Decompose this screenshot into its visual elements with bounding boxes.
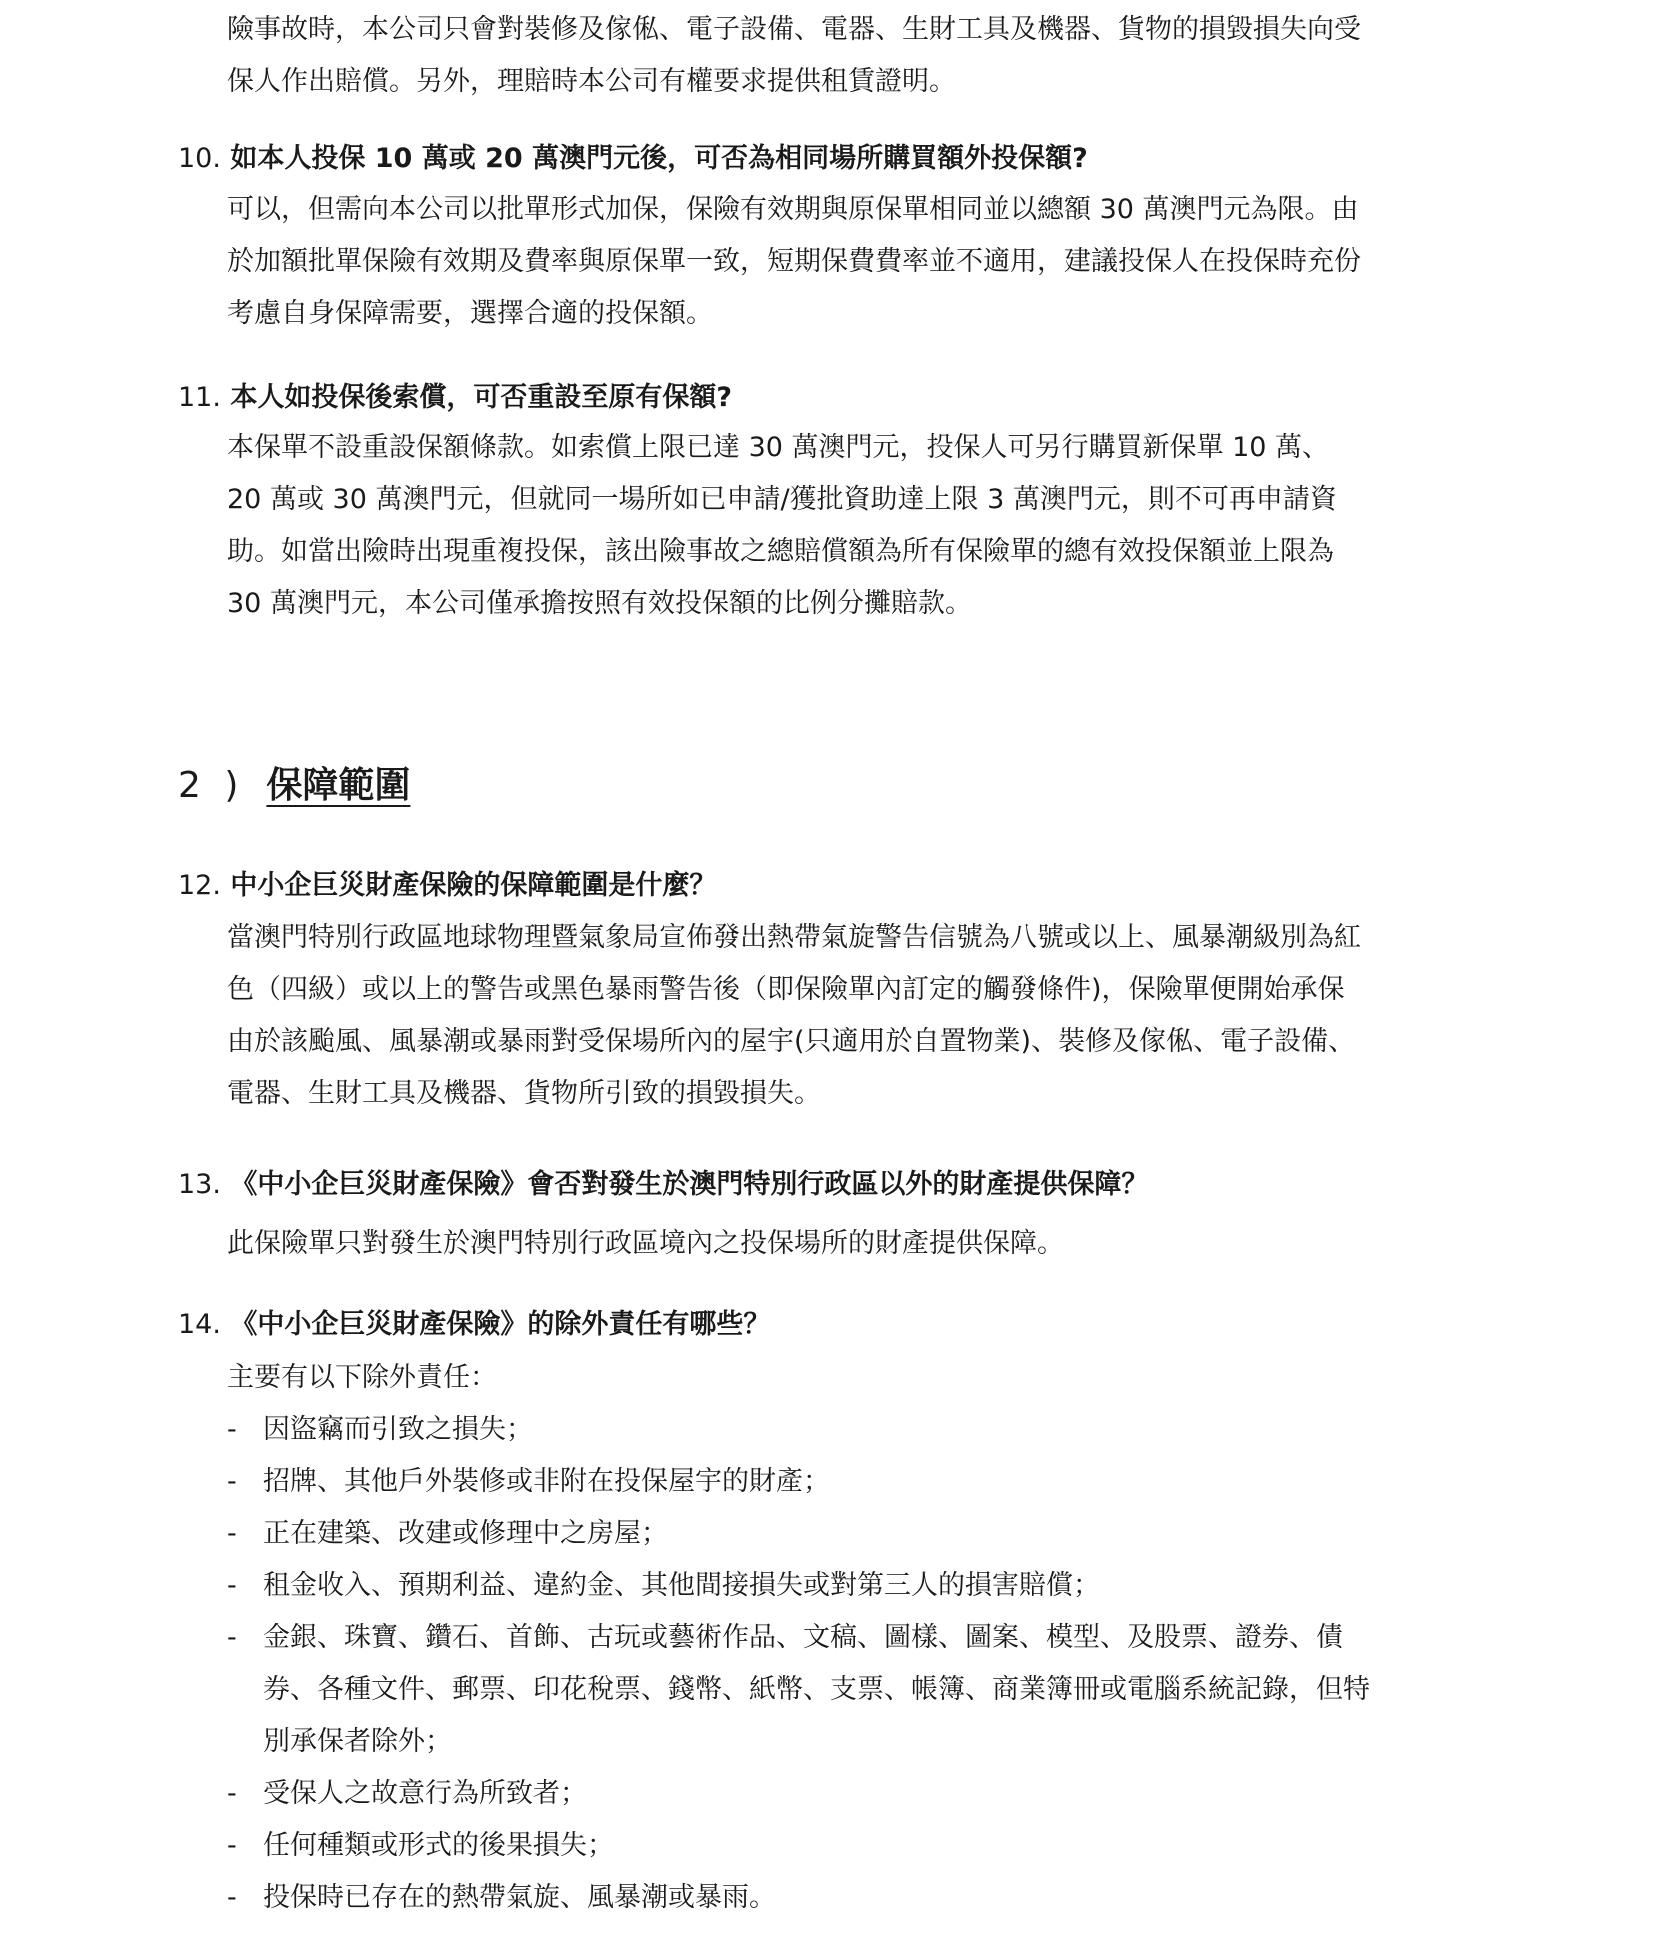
list-item bbox=[227, 1872, 1507, 1924]
paragraph-line: 由於該颱風、風暴潮或暴雨對受保場所內的屋宇(只適用於自置物業)、裝修及傢俬、電子設備、 bbox=[227, 1026, 1356, 1057]
list-item-text: 任何種類或形式的後果損失； bbox=[263, 1830, 614, 1861]
question-14 bbox=[178, 1305, 770, 1345]
bullet-marker: - bbox=[227, 1882, 237, 1913]
answer-14-intro bbox=[227, 1352, 1497, 1404]
list-item-text: 券、各種文件、郵票、印花稅票、錢幣、紙幣、支票、帳簿、商業簿冊或電腦系統記錄，但特 bbox=[263, 1674, 1370, 1705]
bullet-marker: - bbox=[227, 1518, 237, 1549]
list-item bbox=[227, 1508, 1507, 1560]
list-item-text: 正在建築、改建或修理中之房屋； bbox=[263, 1518, 668, 1549]
list-item-text: 投保時已存在的熱帶氣旋、風暴潮或暴雨。 bbox=[263, 1882, 776, 1913]
exclusion-list bbox=[227, 1404, 1507, 1924]
list-item bbox=[227, 1768, 1507, 1820]
paragraph-line: 險事故時，本公司只會對裝修及傢俬、電子設備、電器、生財工具及機器、貨物的損毀損失向受 bbox=[227, 14, 1361, 45]
paragraph-line: 保人作出賠償。另外，理賠時本公司有權要求提供租賃證明。 bbox=[227, 66, 956, 97]
paragraph-line: 考慮自身保障需要，選擇合適的投保額。 bbox=[227, 298, 713, 329]
list-item-text: 受保人之故意行為所致者； bbox=[263, 1778, 587, 1809]
paragraph-line: 30 萬澳門元，本公司僅承擔按照有效投保額的比例分攤賠款。 bbox=[227, 588, 972, 619]
question-text: 本人如投保後索償，可否重設至原有保額? bbox=[230, 382, 733, 413]
list-item-text: 別承保者除外； bbox=[263, 1726, 452, 1757]
question-10 bbox=[178, 139, 1088, 179]
question-number: 10. bbox=[178, 143, 221, 174]
question-13 bbox=[178, 1165, 1148, 1205]
question-text: 中小企巨災財產保險的保障範圍是什麼？ bbox=[230, 870, 717, 901]
bullet-marker: - bbox=[227, 1622, 237, 1653]
question-12 bbox=[178, 866, 716, 906]
list-item-text: 金銀、珠寶、鑽石、首飾、古玩或藝術作品、文稿、圖樣、圖案、模型、及股票、證券、債 bbox=[263, 1622, 1343, 1653]
paragraph-line: 20 萬或 30 萬澳門元，但就同一場所如已申請/獲批資助達上限 3 萬澳門元，則不可再申請資 bbox=[227, 484, 1337, 515]
paragraph-line: 此保險單只對發生於澳門特別行政區境內之投保場所的財產提供保障。 bbox=[227, 1228, 1064, 1259]
top-paragraph bbox=[227, 4, 1497, 108]
question-text: 如本人投保 10 萬或 20 萬澳門元後，可否為相同場所購買額外投保額? bbox=[230, 143, 1088, 174]
bullet-marker: - bbox=[227, 1466, 237, 1497]
bullet-marker: - bbox=[227, 1778, 237, 1809]
answer-13 bbox=[227, 1218, 1497, 1270]
section-title: 保障範圍 bbox=[266, 765, 411, 806]
bullet-marker: - bbox=[227, 1830, 237, 1861]
question-number: 13. bbox=[178, 1169, 221, 1200]
question-text: 《中小企巨災財產保險》會否對發生於澳門特別行政區以外的財產提供保障？ bbox=[230, 1169, 1149, 1200]
list-item bbox=[227, 1612, 1507, 1768]
question-number: 12. bbox=[178, 870, 221, 901]
answer-11 bbox=[227, 422, 1497, 630]
paragraph-line: 電器、生財工具及機器、貨物所引致的損毀損失。 bbox=[227, 1078, 821, 1109]
answer-10 bbox=[227, 184, 1497, 340]
question-number: 11. bbox=[178, 382, 221, 413]
answer-12 bbox=[227, 912, 1497, 1120]
section-heading bbox=[178, 762, 410, 810]
list-item bbox=[227, 1820, 1507, 1872]
paragraph-line: 可以，但需向本公司以批單形式加保，保險有效期與原保單相同並以總額 30 萬澳門元為限。由 bbox=[227, 194, 1359, 225]
question-text: 《中小企巨災財產保險》的除外責任有哪些？ bbox=[230, 1309, 771, 1340]
paragraph-line: 主要有以下除外責任： bbox=[227, 1362, 497, 1393]
list-item bbox=[227, 1456, 1507, 1508]
paragraph-line: 於加額批單保險有效期及費率與原保單一致，短期保費費率並不適用，建議投保人在投保時充份 bbox=[227, 246, 1361, 277]
list-item bbox=[227, 1560, 1507, 1612]
bullet-marker: - bbox=[227, 1414, 237, 1445]
question-number: 14. bbox=[178, 1309, 221, 1340]
list-item-text: 招牌、其他戶外裝修或非附在投保屋宇的財產； bbox=[263, 1466, 830, 1497]
section-number: 2 ) bbox=[178, 765, 245, 806]
paragraph-line: 助。如當出險時出現重複投保，該出險事故之總賠償額為所有保險單的總有效投保額並上限為 bbox=[227, 536, 1334, 567]
question-11 bbox=[178, 378, 732, 418]
paragraph-line: 色（四級）或以上的警告或黑色暴雨警告後（即保險單內訂定的觸發條件)，保險單便開始承保 bbox=[227, 974, 1345, 1005]
bullet-marker: - bbox=[227, 1570, 237, 1601]
list-item-text: 租金收入、預期利益、違約金、其他間接損失或對第三人的損害賠償； bbox=[263, 1570, 1100, 1601]
list-item-text: 因盜竊而引致之損失； bbox=[263, 1414, 533, 1445]
paragraph-line: 當澳門特別行政區地球物理暨氣象局宣佈發出熱帶氣旋警告信號為八號或以上、風暴潮級別為紅 bbox=[227, 922, 1361, 953]
list-item bbox=[227, 1404, 1507, 1456]
paragraph-line: 本保單不設重設保額條款。如索償上限已達 30 萬澳門元，投保人可另行購買新保單 10 萬、 bbox=[227, 432, 1330, 463]
